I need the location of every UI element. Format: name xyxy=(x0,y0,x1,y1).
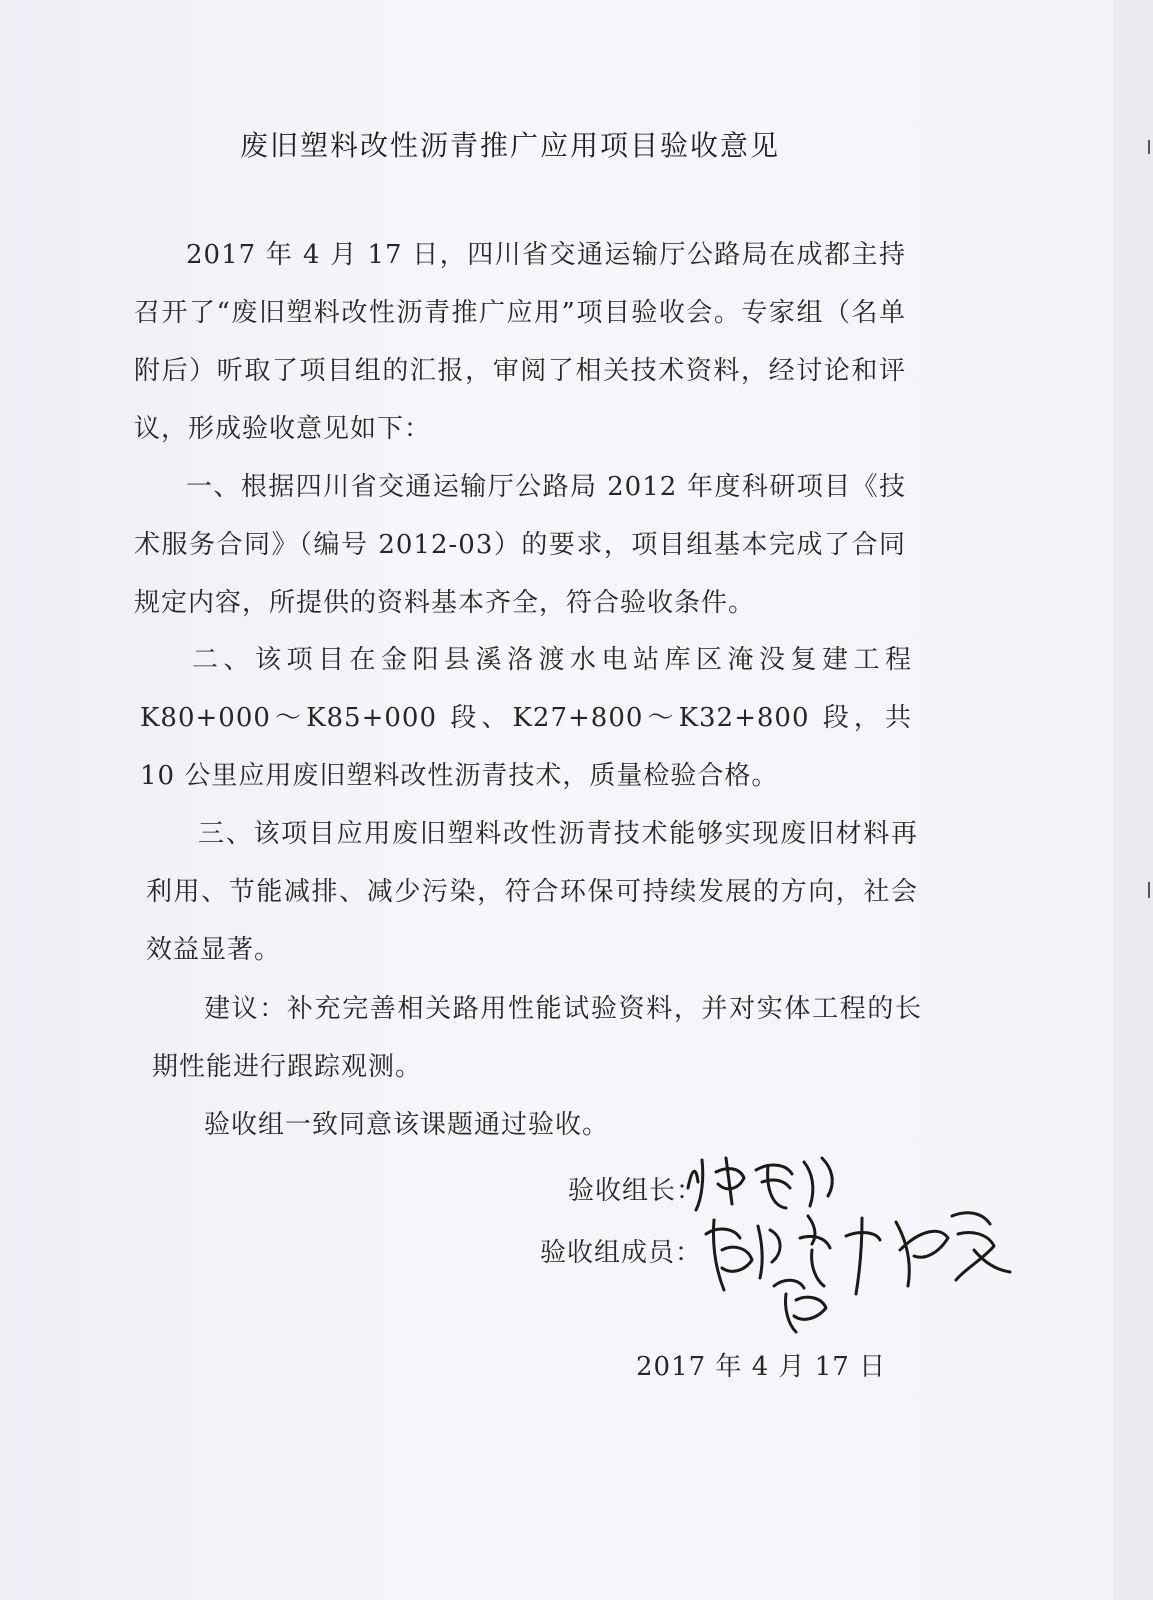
document-title: 废旧塑料改性沥青推广应用项目验收意见 xyxy=(239,129,780,162)
members-label: 验收组成员： xyxy=(540,1238,703,1268)
scan-mark xyxy=(1148,140,1150,154)
leader-label: 验收组长： xyxy=(568,1176,704,1206)
scan-mark xyxy=(1148,882,1150,898)
paragraph-item-2: 二、该项目在金阳县溪洛渡水电站库区淹没复建工程 K80+000～K85+000 段、K27+800～K32+800 段，共 10 公里应用废旧塑料改性沥青技术，质量检验合格。 xyxy=(140,645,912,791)
scan-edge-shadow xyxy=(1113,0,1153,1600)
paragraph-suggestion: 建议：补充完善相关路用性能试验资料，并对实体工程的长期性能进行跟踪观测。 xyxy=(152,994,922,1082)
paragraph-intro: 2017 年 4 月 17 日，四川省交通运输厅公路局在成都主持召开了“废旧塑料改性沥青推广应用”项目验收会。专家组（名单附后）听取了项目组的汇报，审阅了相关技术资料，经讨论和评议，形成验收意见如下： xyxy=(134,240,906,444)
paragraph-item-1: 一、根据四川省交通运输厅公路局 2012 年度科研项目《技术服务合同》（编号 2012-03）的要求，项目组基本完成了合同规定内容，所提供的资料基本齐全，符合验收条件。 xyxy=(134,472,906,618)
paragraph-item-3: 三、该项目应用废旧塑料改性沥青技术能够实现废旧材料再利用、节能减排、减少污染，符合环保可持续发展的方向，社会效益显著。 xyxy=(146,819,918,965)
signing-date: 2017 年 4 月 17 日 xyxy=(636,1352,887,1382)
paragraph-conclusion: 验收组一致同意该课题通过验收。 xyxy=(204,1110,610,1140)
members-signatures xyxy=(700,1190,1020,1340)
